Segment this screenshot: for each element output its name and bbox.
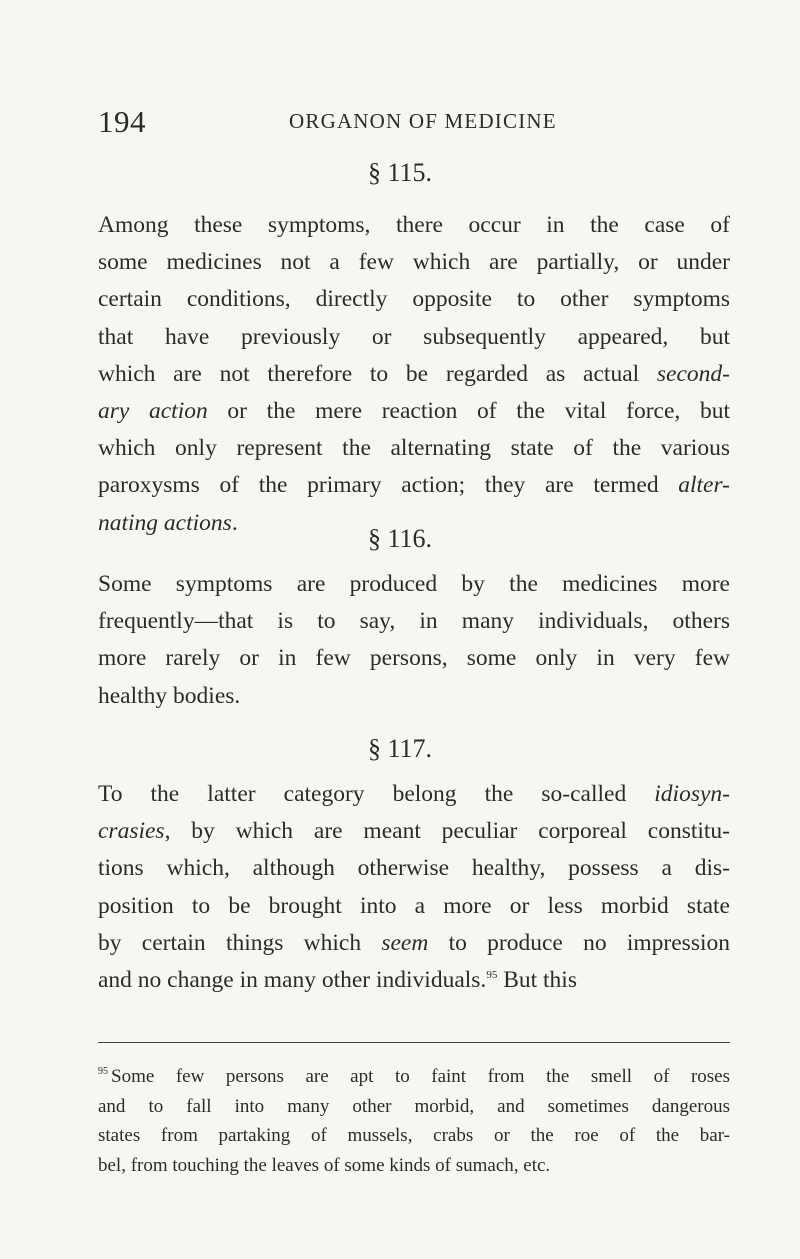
footnote-line bbox=[98, 1092, 730, 1122]
section-heading-117: § 117. bbox=[367, 734, 433, 763]
footnote-marker: 95 bbox=[98, 1066, 108, 1077]
footnote-line bbox=[98, 1121, 730, 1151]
text-line bbox=[98, 603, 730, 640]
text-line bbox=[98, 566, 730, 603]
section-heading-115: § 115. bbox=[367, 158, 433, 187]
footnote-text: Some few persons are apt to faint from the smell of roses bbox=[111, 1066, 730, 1087]
text-line bbox=[98, 244, 730, 281]
italic-text: ary action bbox=[98, 397, 208, 424]
text-run: certain conditions, directly opposite to other symptoms bbox=[98, 286, 730, 313]
text-run: paroxysms of the primary action; they are termed bbox=[98, 472, 679, 499]
text-run: position to be brought into a more or less morbid state bbox=[98, 892, 730, 919]
text-line bbox=[98, 962, 730, 999]
text-run: tions which, although otherwise healthy, possess a dis- bbox=[98, 855, 730, 882]
text-run: which only represent the alternating state of the various bbox=[98, 435, 730, 462]
footnote-reference: 95 bbox=[486, 968, 498, 981]
footnote bbox=[98, 1062, 730, 1180]
section-116-text bbox=[98, 566, 730, 715]
page-number: 194 bbox=[98, 104, 146, 139]
italic-text: idiosyn- bbox=[654, 781, 730, 807]
section-115-text bbox=[98, 207, 730, 542]
footnote-divider bbox=[98, 1042, 730, 1043]
text-run: by certain things which bbox=[98, 929, 382, 956]
text-run: . bbox=[231, 509, 238, 536]
text-run: healthy bodies. bbox=[98, 682, 241, 709]
section-117-text bbox=[98, 776, 730, 999]
text-line bbox=[98, 281, 730, 318]
text-run: To the latter category belong the so-called bbox=[98, 781, 655, 807]
text-run: But this bbox=[497, 966, 577, 993]
text-run: that have previously or subsequently appeared, but bbox=[98, 323, 730, 350]
text-run: Some symptoms are produced by the medicines more bbox=[98, 571, 730, 597]
section-heading-116: § 116. bbox=[367, 524, 433, 553]
italic-text: alter- bbox=[678, 472, 730, 499]
italic-text: second- bbox=[656, 360, 730, 387]
text-run: some medicines not a few which are partially, or under bbox=[98, 249, 730, 276]
footnote-text: and to fall into many other morbid, and sometimes dangerous bbox=[98, 1095, 730, 1117]
text-line bbox=[98, 207, 730, 244]
text-line bbox=[98, 888, 730, 925]
text-line bbox=[98, 467, 730, 504]
italic-text: seem bbox=[381, 929, 429, 956]
text-line bbox=[98, 776, 730, 813]
text-line bbox=[98, 319, 730, 356]
text-line bbox=[98, 925, 730, 962]
italic-text: crasies bbox=[98, 818, 165, 845]
footnote-line bbox=[98, 1062, 730, 1092]
text-line bbox=[98, 430, 730, 467]
text-run: or the mere reaction of the vital force, but bbox=[207, 397, 730, 424]
footnote-line bbox=[98, 1151, 730, 1181]
text-run: Among these symptoms, there occur in the case of bbox=[98, 212, 730, 238]
footnote-text: bel, from touching the leaves of some kinds of sumach, etc. bbox=[98, 1154, 551, 1176]
running-title: ORGANON OF MEDICINE bbox=[289, 109, 557, 133]
text-run: frequently—that is to say, in many individuals, others bbox=[98, 608, 730, 635]
text-line bbox=[98, 678, 730, 715]
text-run: more rarely or in few persons, some only in very few bbox=[98, 645, 730, 672]
text-line bbox=[98, 356, 730, 393]
text-line bbox=[98, 640, 730, 677]
italic-text: nating actions bbox=[98, 509, 232, 536]
text-run: , by which are meant peculiar corporeal constitu- bbox=[164, 818, 730, 845]
text-run: to produce no impression bbox=[428, 929, 730, 956]
text-run: which are not therefore to be regarded as actual bbox=[98, 360, 657, 387]
text-line bbox=[98, 850, 730, 887]
text-line bbox=[98, 393, 730, 430]
footnote-text: states from partaking of mussels, crabs or the roe of the bar- bbox=[98, 1125, 730, 1146]
text-run: and no change in many other individuals. bbox=[98, 966, 487, 993]
text-line bbox=[98, 813, 730, 850]
page-header bbox=[0, 104, 800, 144]
